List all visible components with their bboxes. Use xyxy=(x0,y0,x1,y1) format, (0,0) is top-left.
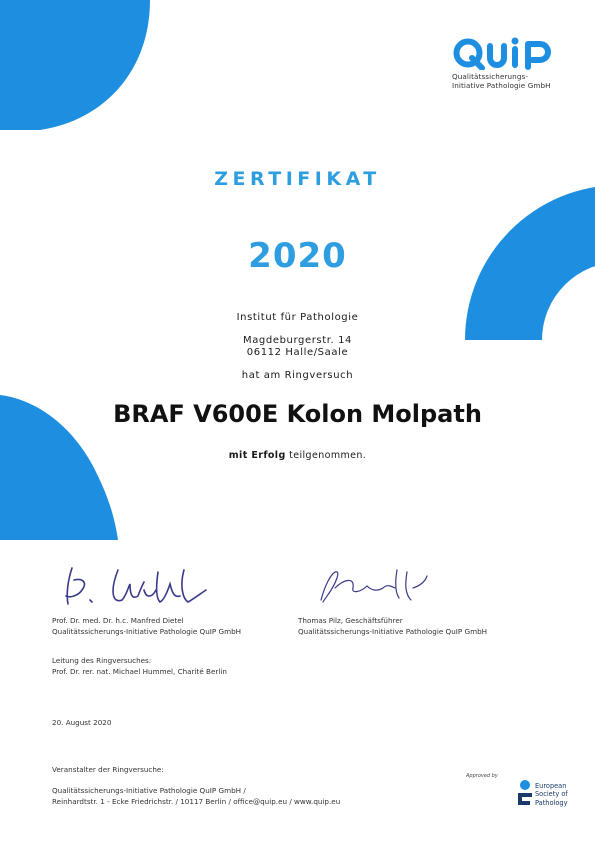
signatory-left xyxy=(52,616,241,637)
organizer-address xyxy=(52,786,340,807)
institute-city: 06112 Halle/Saale xyxy=(246,347,349,358)
quip-logo xyxy=(452,36,572,90)
result-rest: teilgenommen. xyxy=(285,450,367,461)
organizer-line1: Qualitätssicherungs-Initiative Pathologie QuIP GmbH / xyxy=(52,786,246,795)
institute-name: Institut für Pathologie xyxy=(236,312,359,323)
signature-left xyxy=(60,560,220,612)
quip-wordmark xyxy=(452,36,572,70)
certificate-year: 2020 xyxy=(248,236,347,276)
organizer-line2: Reinhardtstr. 1 - Ecke Friedrichstr. / 10117 Berlin / office@quip.eu / www.quip.eu xyxy=(52,796,341,806)
signature-right xyxy=(315,560,445,610)
lead-name: Prof. Dr. rer. nat. Michael Hummel, Charité Berlin xyxy=(52,666,227,676)
signatory-right xyxy=(298,616,487,637)
lead-block xyxy=(52,656,227,677)
institute-street: Magdeburgerstr. 14 xyxy=(242,335,353,346)
logo-subtitle xyxy=(452,72,572,90)
result-bold: mit Erfolg xyxy=(228,450,286,461)
lead-label: Leitung des Ringversuches: xyxy=(52,656,152,665)
esp-line3: Pathology xyxy=(535,798,568,807)
signatory-right-org: Qualitätssicherungs-Initiative Pathologie QuIP GmbH xyxy=(298,626,488,636)
esp-name xyxy=(535,782,568,807)
certificate-title: ZERTIFIKAT xyxy=(214,168,381,190)
result-line xyxy=(0,450,595,461)
signatory-right-name: Thomas Pilz, Geschäftsführer xyxy=(298,616,403,625)
esp-approved-by: Approved by xyxy=(466,773,498,779)
logo-subtitle-line2: Initiative Pathologie GmbH xyxy=(452,81,551,90)
esp-line2: Society of xyxy=(535,790,568,799)
quip-logo-glyphs xyxy=(452,36,564,70)
signatory-left-org: Qualitätssicherungs-Initiative Pathologie QuIP GmbH xyxy=(52,626,242,636)
organizer-label: Veranstalter der Ringversuche: xyxy=(52,765,164,774)
ringversuch-headline: BRAF V600E Kolon Molpath xyxy=(113,400,482,428)
certificate-date: 20. August 2020 xyxy=(52,718,112,727)
logo-subtitle-line1: Qualitätssicherungs- xyxy=(452,72,529,81)
esp-approval xyxy=(466,773,576,823)
intro-text: hat am Ringversuch xyxy=(241,370,354,381)
esp-line1: European xyxy=(535,782,567,790)
esp-logo-icon xyxy=(512,779,534,809)
signatory-left-name: Prof. Dr. med. Dr. h.c. Manfred Dietel xyxy=(52,616,184,625)
